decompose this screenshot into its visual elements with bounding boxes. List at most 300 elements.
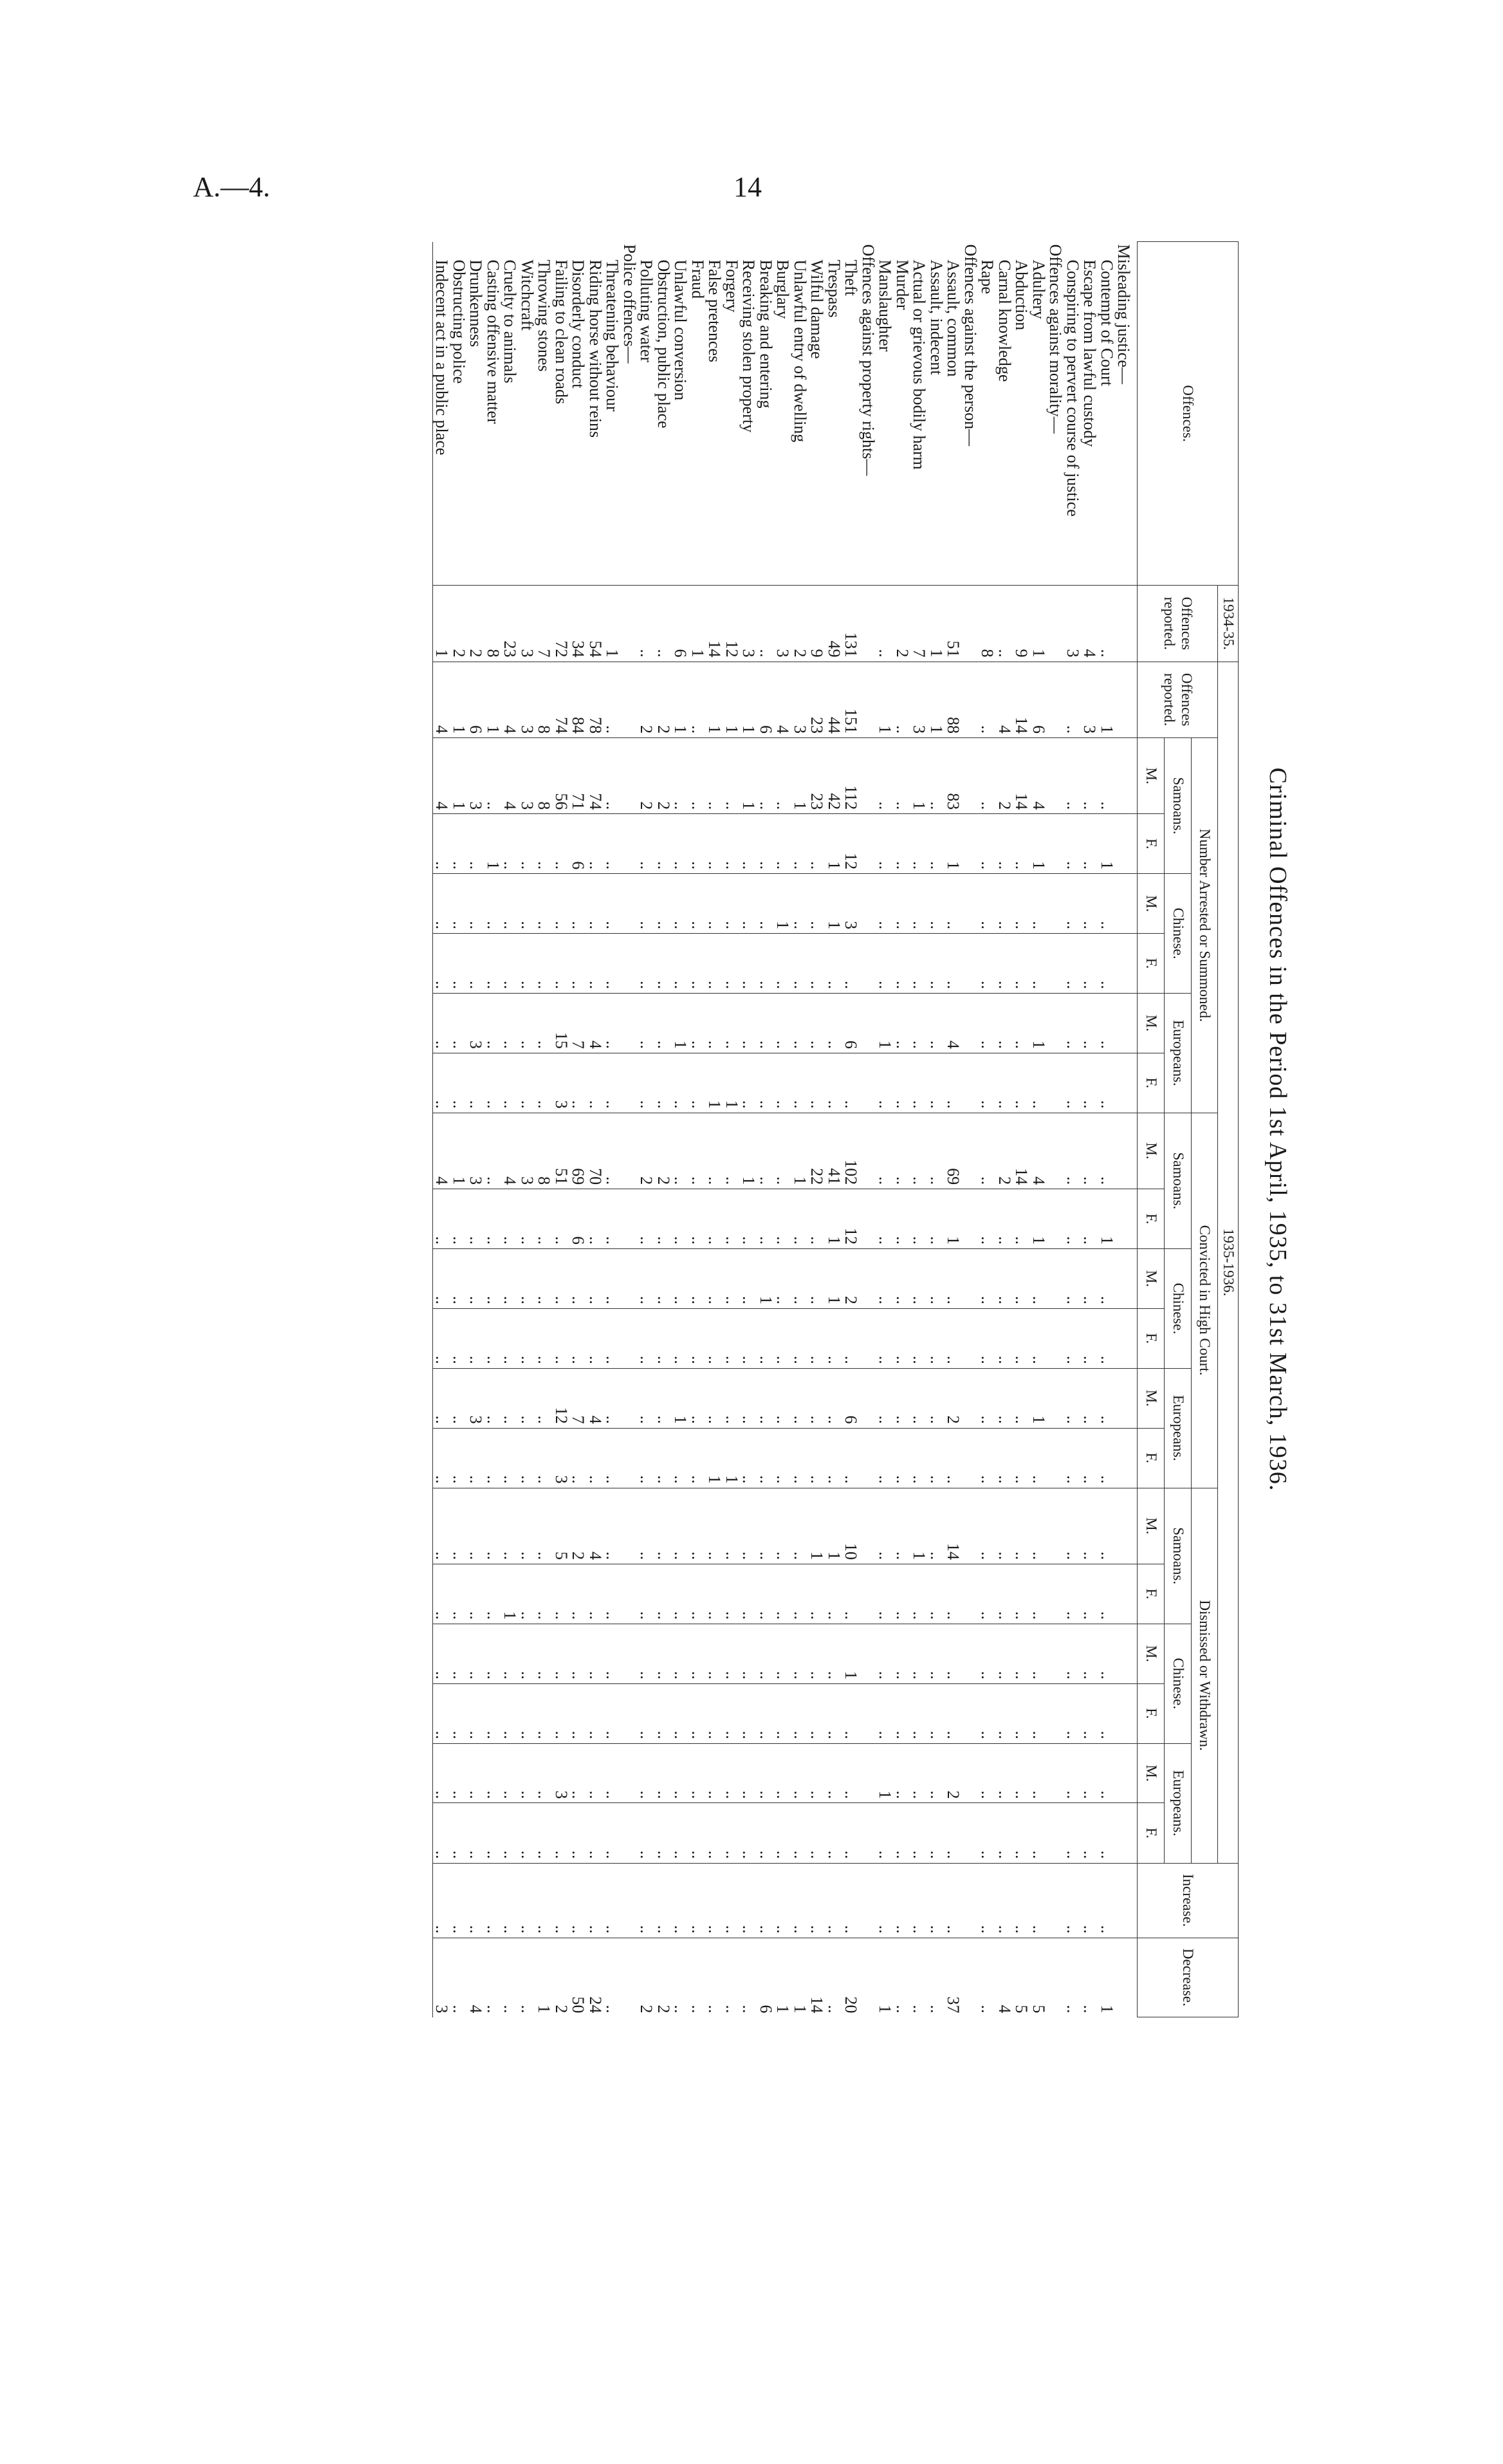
table-cell (1115, 662, 1138, 737)
document-reference: A.—4. (193, 171, 270, 203)
table-cell (860, 1189, 877, 1249)
table-cell: .. (1064, 1488, 1082, 1564)
table-cell: .. (433, 1308, 450, 1368)
table-row (638, 242, 655, 2017)
table-cell: .. (996, 814, 1013, 874)
table-cell: .. (876, 1624, 894, 1683)
table-cell: .. (740, 1368, 757, 1428)
table-cell: .. (894, 934, 911, 994)
table-cell: .. (825, 1863, 843, 1938)
table-cell: .. (1098, 1308, 1116, 1368)
table-cell: .. (1030, 1803, 1047, 1863)
table-cell: .. (757, 1564, 775, 1624)
table-cell: .. (894, 1189, 911, 1249)
arrested-header: Number Arrested or Summoned. (1191, 737, 1218, 1113)
table-cell: .. (1030, 934, 1047, 994)
offences-header: Offences. (1138, 242, 1239, 586)
table-cell: 1 (825, 1189, 843, 1249)
table-cell: .. (1030, 1249, 1047, 1309)
table-cell: .. (808, 1803, 825, 1863)
table-cell: .. (604, 993, 621, 1053)
table-cell: .. (928, 1368, 945, 1428)
table-cell: 1 (484, 662, 502, 737)
table-cell: 1 (791, 1113, 809, 1189)
table-cell: .. (689, 1488, 706, 1564)
table-cell: .. (501, 814, 519, 874)
table-cell (1047, 1624, 1064, 1683)
table-cell: .. (1098, 1053, 1116, 1113)
table-cell: .. (791, 1308, 809, 1368)
offence-label: Breaking and entering (757, 259, 775, 409)
table-cell: .. (1098, 1743, 1116, 1803)
offence-label: Unlawful entry of dwelling (791, 259, 809, 443)
table-cell: 34 (569, 586, 587, 662)
table-cell: .. (706, 1189, 723, 1249)
table-cell: .. (1064, 1803, 1082, 1863)
table-cell: .. (791, 1428, 809, 1488)
table-cell: .. (928, 1053, 945, 1113)
table-cell (621, 1189, 638, 1249)
offence-label: Abduction (1012, 259, 1031, 331)
table-cell: .. (672, 1113, 689, 1189)
table-cell: .. (1064, 662, 1082, 737)
table-cell: .. (808, 1743, 825, 1803)
table-cell: .. (1064, 814, 1082, 874)
table-cell: .. (740, 1624, 757, 1683)
table-cell: .. (740, 1428, 757, 1488)
table-cell: .. (876, 1113, 894, 1189)
table-cell: .. (1098, 1564, 1116, 1624)
table-cell: .. (553, 1803, 570, 1863)
table-cell: .. (910, 1428, 928, 1488)
table-cell: .. (655, 1803, 672, 1863)
table-cell: .. (484, 1053, 502, 1113)
table-cell: .. (979, 993, 996, 1053)
table-cell: 1 (1098, 1938, 1116, 2017)
table-row (894, 242, 911, 2017)
table-row (519, 242, 536, 2017)
table-cell: 8 (535, 662, 553, 737)
table-cell: .. (876, 1053, 894, 1113)
table-cell: .. (774, 1053, 791, 1113)
table-cell: .. (723, 1189, 741, 1249)
dismissed-europeans-header: Europeans. (1165, 1743, 1192, 1863)
table-cell: .. (825, 1624, 843, 1683)
table-cell: .. (774, 1113, 791, 1189)
table-cell: .. (928, 1743, 945, 1803)
table-cell: .. (808, 1308, 825, 1368)
table-cell: .. (894, 814, 911, 874)
male-header: M. (1138, 1249, 1165, 1309)
table-cell: .. (433, 1189, 450, 1249)
table-cell: .. (638, 814, 655, 874)
table-cell (621, 1113, 638, 1189)
table-cell (1115, 1053, 1138, 1113)
table-cell: 3 (467, 1368, 484, 1428)
table-cell: .. (740, 1308, 757, 1368)
table-cell: .. (825, 1053, 843, 1113)
table-cell: .. (757, 1189, 775, 1249)
table-cell: .. (706, 1564, 723, 1624)
table-cell: .. (433, 1803, 450, 1863)
offence-label: Assault, indecent (927, 259, 946, 375)
table-cell: .. (501, 1368, 519, 1428)
table-cell: .. (1030, 1488, 1047, 1564)
table-cell: .. (928, 1189, 945, 1249)
table-cell: .. (467, 1863, 484, 1938)
female-header: F. (1138, 934, 1165, 994)
table-cell: 4 (996, 662, 1013, 737)
table-cell: .. (484, 1564, 502, 1624)
table-cell: .. (553, 1863, 570, 1938)
table-cell: .. (757, 1053, 775, 1113)
table-cell: .. (894, 1683, 911, 1743)
table-cell: .. (996, 1053, 1013, 1113)
table-cell: 2 (655, 1113, 672, 1189)
table-cell (860, 1368, 877, 1428)
table-cell: .. (655, 586, 672, 662)
offence-label: Drunkenness (466, 259, 486, 347)
table-cell: 102 (842, 1113, 860, 1189)
table-cell: .. (876, 1564, 894, 1624)
table-cell: .. (723, 1488, 741, 1564)
offence-label: Offences against the person— (961, 244, 980, 447)
table-row (910, 242, 928, 2017)
table-cell: .. (910, 1803, 928, 1863)
table-cell: .. (894, 1803, 911, 1863)
table-cell (1047, 662, 1064, 737)
table-cell (962, 737, 979, 813)
table-cell: .. (791, 1683, 809, 1743)
table-cell: .. (1030, 1053, 1047, 1113)
table-cell: 1 (825, 814, 843, 874)
table-cell: .. (757, 1863, 775, 1938)
table-cell: 1 (791, 737, 809, 813)
offence-label: Obstructing police (450, 259, 468, 384)
table-cell (1115, 993, 1138, 1053)
table-cell: .. (689, 814, 706, 874)
table-cell: .. (638, 874, 655, 934)
table-cell: .. (774, 1249, 791, 1309)
female-header: F. (1138, 1564, 1165, 1624)
table-cell (1115, 1428, 1138, 1488)
table-cell: .. (1064, 737, 1082, 813)
table-cell: 4 (587, 993, 604, 1053)
table-cell: .. (450, 1368, 468, 1428)
table-cell: .. (1081, 1249, 1098, 1309)
table-cell: .. (1064, 1249, 1082, 1309)
offence-label: Misleading justice— (1114, 244, 1134, 384)
table-cell: .. (808, 814, 825, 874)
table-cell (860, 1863, 877, 1938)
table-cell: 3 (791, 662, 809, 737)
table-cell: .. (587, 1743, 604, 1803)
table-cell (1115, 1564, 1138, 1624)
table-cell: .. (672, 1308, 689, 1368)
table-cell: .. (1098, 874, 1116, 934)
table-cell (962, 993, 979, 1053)
table-cell: .. (535, 1624, 553, 1683)
table-cell: .. (1030, 1564, 1047, 1624)
table-cell: .. (740, 1053, 757, 1113)
table-cell: 7 (569, 993, 587, 1053)
table-cell: .. (706, 1863, 723, 1938)
dismissed-header: Dismissed or Withdrawn. (1191, 1488, 1218, 1863)
table-row (706, 242, 723, 2017)
table-cell: .. (928, 874, 945, 934)
table-cell: 6 (757, 1938, 775, 2017)
table-cell: .. (723, 1368, 741, 1428)
male-header: M. (1138, 1488, 1165, 1564)
table-cell: .. (791, 1743, 809, 1803)
table-cell: .. (706, 1308, 723, 1368)
table-cell: .. (467, 814, 484, 874)
table-cell: .. (1098, 934, 1116, 994)
table-row (655, 242, 672, 2017)
table-cell: .. (791, 1249, 809, 1309)
table-cell: .. (1013, 1683, 1030, 1743)
table-cell: .. (535, 1488, 553, 1564)
table-cell (962, 1428, 979, 1488)
table-cell (621, 1938, 638, 2017)
table-cell: .. (757, 586, 775, 662)
table-cell: .. (1098, 1428, 1116, 1488)
table-cell: .. (519, 874, 536, 934)
table-cell: 12 (842, 814, 860, 874)
table-cell: .. (876, 1428, 894, 1488)
table-cell (1047, 1189, 1064, 1249)
table-cell: .. (519, 1743, 536, 1803)
table-cell: .. (450, 1308, 468, 1368)
arrested-samoans-header: Samoans. (1165, 737, 1192, 873)
table-cell: .. (706, 1803, 723, 1863)
table-cell (860, 934, 877, 994)
table-cell: .. (979, 1488, 996, 1564)
table-cell: .. (535, 1249, 553, 1309)
table-row (689, 242, 706, 2017)
table-row (1098, 242, 1116, 2017)
table-cell: .. (689, 1938, 706, 2017)
table-cell: .. (1081, 934, 1098, 994)
table-cell: 2 (894, 586, 911, 662)
table-cell (1115, 1488, 1138, 1564)
table-cell (860, 586, 877, 662)
table-cell: 1 (501, 1564, 519, 1624)
table-cell: 4 (433, 1113, 450, 1189)
table-cell: .. (433, 934, 450, 994)
table-cell: .. (535, 993, 553, 1053)
table-cell: .. (842, 1743, 860, 1803)
table-row (945, 242, 962, 2017)
table-cell: .. (484, 1249, 502, 1309)
arrested-chinese-header: Chinese. (1165, 874, 1192, 994)
table-cell: .. (433, 1564, 450, 1624)
table-cell: .. (467, 1743, 484, 1803)
table-cell (962, 1564, 979, 1624)
table-cell: .. (774, 737, 791, 813)
table-cell (1047, 1743, 1064, 1803)
table-cell: .. (1081, 1189, 1098, 1249)
table-cell: .. (638, 1863, 655, 1938)
table-cell: 9 (1013, 586, 1030, 662)
table-cell: .. (638, 934, 655, 994)
table-cell: .. (535, 1803, 553, 1863)
table-cell: .. (1098, 1803, 1116, 1863)
female-header: F. (1138, 1189, 1165, 1249)
table-cell: .. (774, 1368, 791, 1428)
table-cell: 1 (740, 737, 757, 813)
table-cell: .. (638, 1564, 655, 1624)
table-cell (621, 1053, 638, 1113)
table-cell (860, 1564, 877, 1624)
table-cell: .. (706, 993, 723, 1053)
male-header: M. (1138, 1624, 1165, 1683)
table-cell: .. (1098, 1624, 1116, 1683)
offence-label: Offences against morality— (1046, 244, 1065, 434)
table-cell: .. (467, 1428, 484, 1488)
table-cell: 1 (604, 586, 621, 662)
table-cell: .. (876, 1488, 894, 1564)
table-cell: .. (569, 1803, 587, 1863)
table-cell: .. (501, 1863, 519, 1938)
table-cell: .. (928, 1249, 945, 1309)
table-cell: 2 (945, 1368, 962, 1428)
table-cell: .. (655, 1743, 672, 1803)
table-row (467, 242, 484, 2017)
table-cell: .. (706, 1368, 723, 1428)
table-cell: .. (1081, 1624, 1098, 1683)
table-cell: .. (894, 1938, 911, 2017)
table-row (1030, 242, 1047, 2017)
table-cell: 3 (519, 1113, 536, 1189)
offence-label: Riding horse without reins (586, 259, 605, 438)
table-cell: .. (1081, 1113, 1098, 1189)
table-row (1081, 242, 1098, 2017)
table-cell: .. (910, 1863, 928, 1938)
table-cell: .. (1081, 1743, 1098, 1803)
offence-label: Polluting water (637, 259, 656, 363)
table-cell: .. (894, 737, 911, 813)
table-cell: .. (894, 1053, 911, 1113)
rotated-table-block (225, 241, 1291, 2017)
table-cell: .. (757, 1683, 775, 1743)
table-cell: 51 (945, 586, 962, 662)
table-cell: .. (467, 1189, 484, 1249)
table-cell (860, 1308, 877, 1368)
offence-label: Police offences— (620, 244, 639, 364)
table-cell: .. (910, 1564, 928, 1624)
table-cell: 69 (569, 1113, 587, 1189)
table-row (928, 242, 945, 2017)
table-cell: .. (604, 1743, 621, 1803)
table-cell: .. (825, 1428, 843, 1488)
table-cell: .. (740, 1564, 757, 1624)
table-cell: .. (945, 1308, 962, 1368)
table-cell: 2 (655, 1938, 672, 2017)
table-cell: .. (706, 934, 723, 994)
table-cell: .. (501, 1938, 519, 2017)
table-cell: 1 (1030, 814, 1047, 874)
table-cell: .. (979, 1803, 996, 1863)
table-cell: .. (723, 993, 741, 1053)
page-number: 14 (733, 171, 762, 203)
table-cell: .. (553, 1683, 570, 1743)
male-header: M. (1138, 993, 1165, 1053)
table-cell (1047, 1428, 1064, 1488)
table-cell (860, 993, 877, 1053)
male-header: M. (1138, 1743, 1165, 1803)
table-cell: .. (1098, 1683, 1116, 1743)
table-cell: .. (1064, 993, 1082, 1053)
table-cell: 14 (1013, 662, 1030, 737)
table-cell: 3 (774, 586, 791, 662)
table-cell (860, 1803, 877, 1863)
table-cell: .. (604, 1863, 621, 1938)
table-cell: .. (553, 1624, 570, 1683)
table-cell: .. (689, 934, 706, 994)
table-cell (1047, 1053, 1064, 1113)
table-cell: 4 (501, 737, 519, 813)
offences-reported-prev-header: Offences reported. (1138, 586, 1218, 662)
table-cell: 3 (467, 1113, 484, 1189)
table-cell: .. (910, 1249, 928, 1309)
table-cell (962, 1743, 979, 1803)
table-cell: .. (672, 1743, 689, 1803)
table-cell: .. (808, 1564, 825, 1624)
table-cell: .. (876, 737, 894, 813)
table-cell (962, 1308, 979, 1368)
table-cell: .. (1098, 1863, 1116, 1938)
table-cell: .. (587, 1624, 604, 1683)
table-cell: .. (808, 1368, 825, 1428)
table-cell: .. (501, 1249, 519, 1309)
table-cell: 6 (842, 993, 860, 1053)
table-cell: .. (894, 1624, 911, 1683)
table-cell: .. (1013, 1803, 1030, 1863)
table-row (450, 242, 468, 2017)
table-cell (962, 1113, 979, 1189)
table-cell: .. (484, 1863, 502, 1938)
table-cell: 1 (757, 1249, 775, 1309)
table-cell: .. (467, 1053, 484, 1113)
table-cell: 4 (587, 1368, 604, 1428)
table-cell: .. (672, 1863, 689, 1938)
table-cell: .. (655, 1249, 672, 1309)
table-cell: .. (1081, 1488, 1098, 1564)
table-cell: .. (996, 874, 1013, 934)
table-cell: .. (501, 1803, 519, 1863)
table-cell: .. (638, 1683, 655, 1743)
table-cell (962, 1938, 979, 2017)
table-cell: 1 (774, 1938, 791, 2017)
offence-label: Threatening behaviour (603, 259, 622, 412)
table-cell: .. (689, 1308, 706, 1368)
table-cell: 4 (433, 737, 450, 813)
table-cell: .. (740, 1189, 757, 1249)
table-cell: .. (519, 993, 536, 1053)
table-cell: .. (996, 1863, 1013, 1938)
table-cell: .. (519, 1938, 536, 2017)
table-cell: .. (569, 1863, 587, 1938)
table-cell: .. (910, 1368, 928, 1428)
table-cell: .. (604, 662, 621, 737)
table-cell: .. (655, 1863, 672, 1938)
table-cell: 1 (842, 1624, 860, 1683)
table-cell: .. (979, 1368, 996, 1428)
table-cell: .. (791, 1189, 809, 1249)
table-cell: 1 (450, 737, 468, 813)
table-cell: .. (1013, 1053, 1030, 1113)
